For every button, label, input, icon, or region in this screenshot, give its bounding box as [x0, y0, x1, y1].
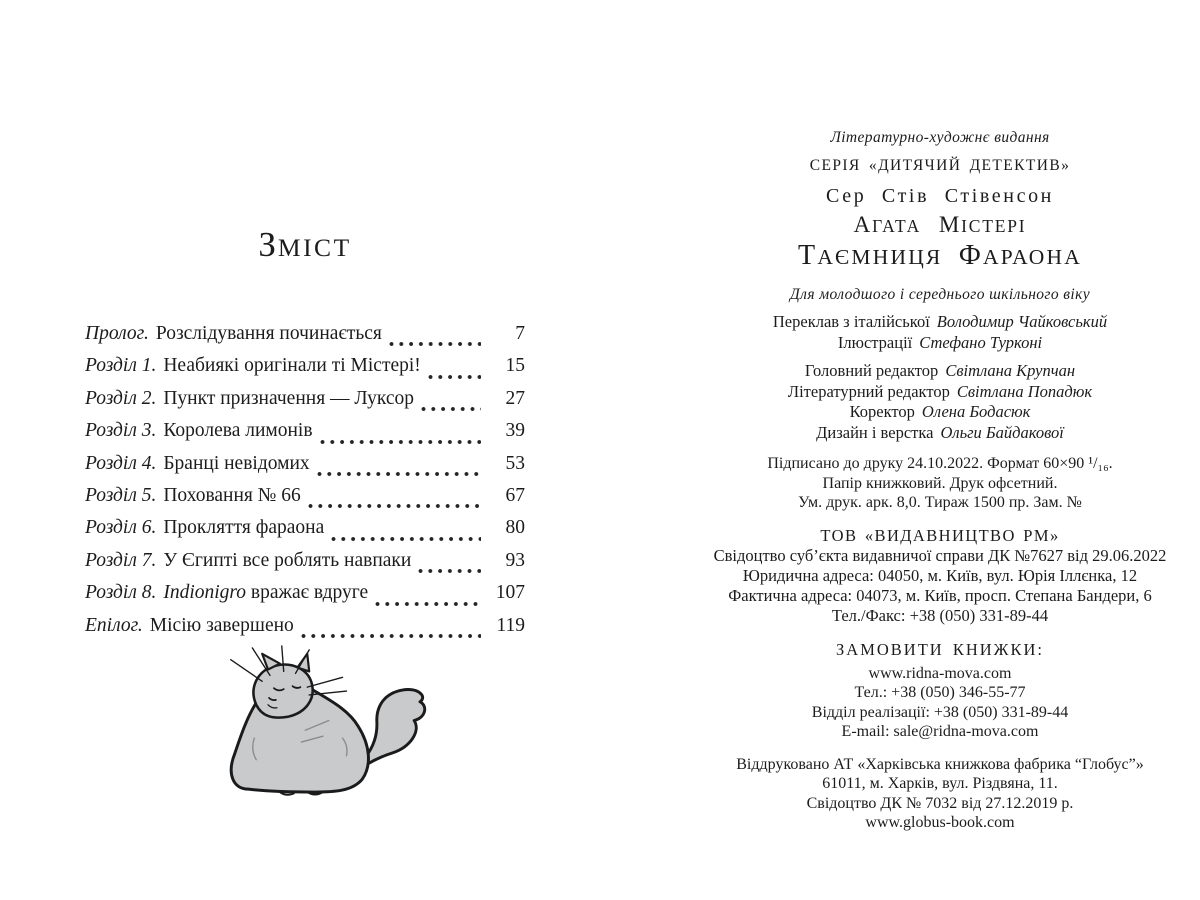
edition-note: Літературно-художнє видання [830, 129, 1050, 146]
text-line: Ум. друк. арк. 8,0. Тираж 1500 пр. Зам. № [798, 494, 1082, 511]
text-line: Тел./Факс: +38 (050) 331-89-44 [831, 605, 1049, 625]
toc-entry-title: Поховання № 66 [163, 484, 301, 506]
translation-credits [680, 311, 1200, 353]
dot-leader [301, 633, 481, 639]
toc-entry-page-number: 7 [515, 323, 525, 344]
toc-entry-title: Неабиякі оригінали ті Містері! [163, 355, 421, 377]
dot-leader [317, 471, 481, 477]
toc-entry-page-number: 67 [505, 484, 525, 506]
audience-note: Для молодшого і середнього шкільного віку [789, 286, 1091, 303]
staff-credits [680, 361, 1200, 443]
toc-entry-prefix: Розділ 7. [85, 549, 157, 571]
text-line: Фактична адреса: 04073, м. Київ, просп. Степана Бандери, 6 [728, 585, 1152, 605]
toc-entry-page-number: 119 [496, 614, 525, 636]
dot-leader [331, 536, 481, 542]
toc-entry-prefix: Розділ 1. [85, 355, 157, 377]
cat-illustration [195, 644, 445, 796]
toc-entry-page-number: 80 [505, 517, 525, 539]
toc-entry-prefix: Розділ 6. [85, 517, 157, 539]
toc-entry [85, 517, 525, 549]
series-title: АГАТА МІСТЕРІ [853, 212, 1027, 237]
toc-entry-title-italic: Indionigro [163, 582, 247, 604]
text-line: ТОВ «ВИДАВНИЦТВО РМ» [820, 525, 1060, 545]
toc-entry [85, 485, 525, 517]
toc-entry-page-number: 15 [505, 355, 525, 377]
credit-line: Коректор Олена Бодасюк [849, 402, 1031, 421]
toc-entry-title: Прокляття фараона [163, 517, 325, 539]
text-line: Юридична адреса: 04050, м. Київ, вул. Юрія Іллєнка, 12 [742, 565, 1138, 585]
dot-leader [320, 439, 481, 445]
order-heading: ЗАМОВИТИ КНИЖКИ: [836, 639, 1044, 659]
toc-entry [85, 582, 525, 614]
text-line: www.ridna-mova.com [868, 664, 1012, 682]
toc-entry [85, 355, 525, 387]
toc-entry-prefix: Розділ 4. [85, 452, 157, 474]
text-line: Віддруковано АТ «Харківська книжкова фабрика “Глобус”» [736, 755, 1144, 773]
text-line: Папір книжковий. Друк офсетний. [822, 474, 1058, 492]
toc-entry-title: Королева лимонів [163, 420, 313, 442]
toc-entry [85, 453, 525, 485]
text-line: 61011, м. Харків, вул. Різдвяна, 11. [822, 775, 1058, 792]
toc-entry-prefix: Розділ 5. [85, 484, 157, 506]
toc-entry-title: Пункт призначення — Луксор [163, 387, 415, 409]
text-line: E-mail: sale@ridna-mova.com [841, 723, 1039, 740]
toc-entry-title: Розслідування починається [155, 323, 382, 344]
toc-entry-page-number: 93 [505, 549, 525, 571]
text-line: Свідоцтво суб’єкта видавничої справи ДК №7627 від 29.06.2022 [713, 545, 1167, 565]
toc-entry-title: У Єгипті все роблять навпаки [163, 549, 412, 571]
dot-leader [418, 568, 481, 574]
toc-entry-page-number: 27 [505, 387, 525, 409]
text-line: Підписано до друку 24.10.2022. Формат 60×90 ¹/₁₆. [767, 455, 1113, 472]
dot-leader [421, 406, 481, 412]
toc-entry-page-number: 107 [495, 582, 525, 604]
toc-entry-title: Місію завершено [149, 614, 294, 636]
text-line: Відділ реалізації: +38 (050) 331-89-44 [811, 703, 1069, 721]
toc-heading: ЗМІСТ [258, 225, 352, 264]
right-page-colophon [600, 0, 1200, 900]
credit-line: Дизайн і верстка Ольги Байдакової [816, 422, 1064, 442]
toc-entry-prefix: Розділ 8. [85, 582, 157, 604]
dot-leader [308, 503, 481, 509]
credit-line: Ілюстрації Стефано Турконі [837, 333, 1043, 352]
series-name: СЕРІЯ «ДИТЯЧИЙ ДЕТЕКТИВ» [809, 157, 1071, 174]
credit-line: Переклав з італійської Володимир Чайковський [772, 312, 1108, 331]
toc-entry-page-number: 39 [505, 420, 525, 442]
order-contacts [680, 664, 1200, 742]
publisher-info [680, 526, 1200, 626]
toc-entry-title: Indionigro вражає вдруге [163, 582, 369, 604]
dot-leader [428, 374, 481, 380]
table-of-contents [85, 226, 525, 647]
print-run-info [680, 454, 1200, 513]
toc-entry-title: Бранці невідомих [163, 452, 310, 474]
toc-entry-prefix: Розділ 3. [85, 420, 157, 442]
toc-list [85, 323, 525, 647]
text-line: Свідоцтво ДК № 7032 від 27.12.2019 р. [806, 794, 1074, 812]
toc-entry-prefix: Розділ 2. [85, 387, 157, 409]
text-line: www.globus-book.com [865, 814, 1015, 831]
text-line: Тел.: +38 (050) 346-55-77 [854, 684, 1026, 701]
toc-entry [85, 615, 525, 647]
toc-entry [85, 550, 525, 582]
colophon [680, 128, 1200, 833]
credit-line: Головний редактор Світлана Крупчан [804, 361, 1076, 380]
toc-entry [85, 420, 525, 452]
toc-entry-page-number: 53 [505, 452, 525, 474]
credit-line: Літературний редактор Світлана Попадюк [787, 381, 1093, 401]
toc-entry [85, 388, 525, 420]
toc-entry-prefix: Епілог. [85, 614, 143, 636]
printing-house-info [680, 755, 1200, 833]
author-name: Сер Стів Стівенсон [826, 185, 1054, 207]
dot-leader [389, 341, 481, 347]
book-title: ТАЄМНИЦЯ ФАРАОНА [798, 240, 1082, 271]
toc-entry [85, 323, 525, 355]
toc-entry-prefix: Пролог. [85, 323, 149, 344]
dot-leader [375, 601, 481, 607]
